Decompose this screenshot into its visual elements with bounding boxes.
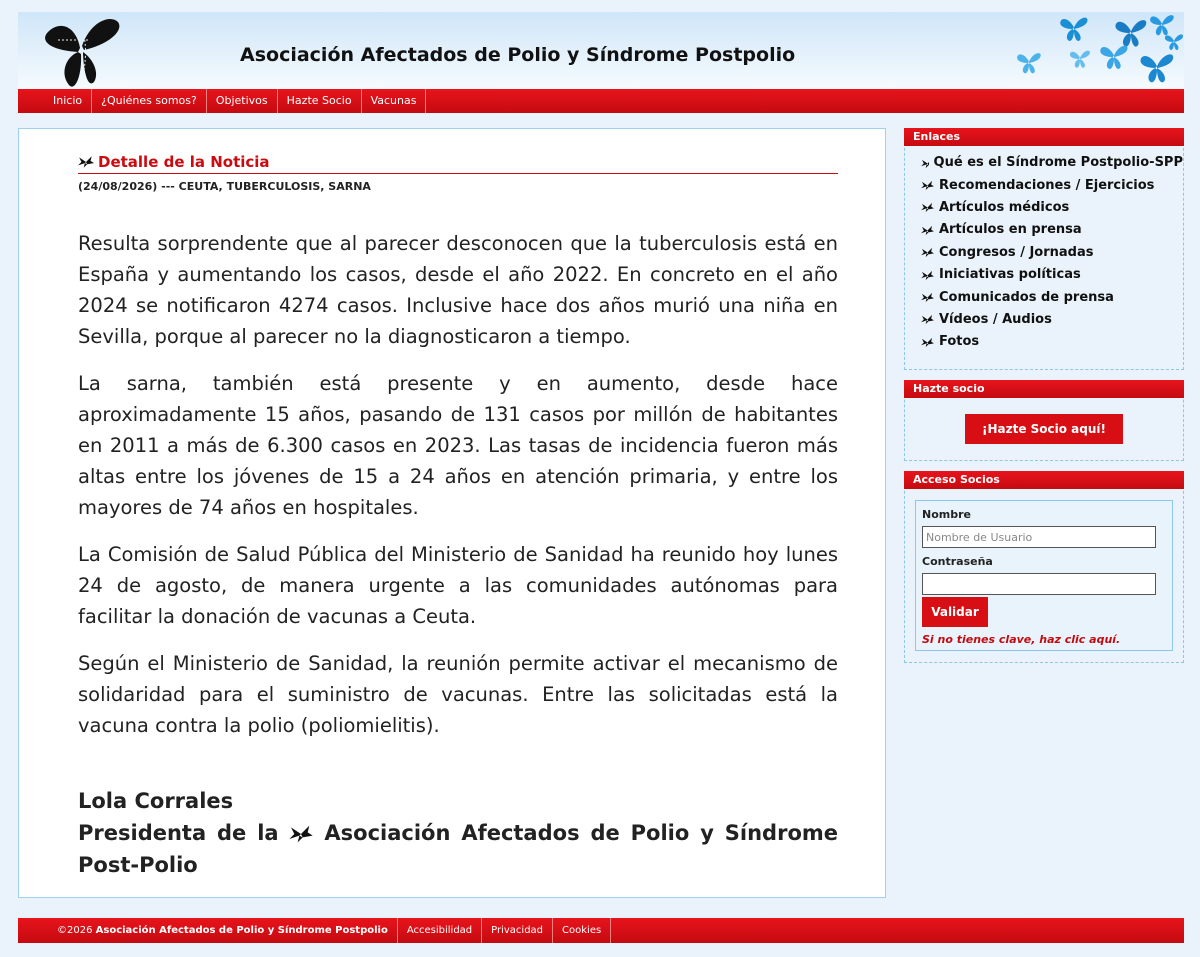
butterfly-bullet-icon (921, 247, 934, 258)
sidebar-link-label: Artículos en prensa (939, 222, 1082, 238)
copyright-year: ©2026 (57, 925, 93, 936)
nav-item-vacunas[interactable]: Vacunas (362, 89, 427, 113)
footer-copyright (48, 918, 398, 943)
sidebar-link-label: Artículos médicos (939, 199, 1070, 215)
signature-role-prefix: Presidenta de la (78, 821, 279, 845)
news-body (78, 228, 838, 741)
hazte-socio-button[interactable]: ¡Hazte Socio aquí! (965, 414, 1123, 444)
signature-role (78, 817, 838, 881)
main-nav (18, 89, 1184, 113)
blue-butterflies-icon (1014, 12, 1184, 89)
sidebar-link[interactable] (921, 174, 1183, 196)
site-title: Asociación Afectados de Polio y Síndrome Postpolio (240, 44, 796, 66)
footer-link-accesibilidad[interactable]: Accesibilidad (398, 918, 482, 943)
sidebar-link-label: Iniciativas políticas (939, 267, 1081, 283)
signature (78, 785, 838, 881)
sidebar-link-label: Recomendaciones / Ejercicios (939, 177, 1155, 193)
news-meta: (24/08/2026) --- CEUTA, TUBERCULOSIS, SARNA (78, 180, 371, 193)
sidebar-link[interactable] (921, 197, 1183, 219)
sidebar-link-label: Qué es el Síndrome Postpolio-SPP (933, 155, 1183, 171)
no-password-link[interactable]: Si no tienes clave, haz clic aquí. (922, 633, 1121, 646)
username-input[interactable] (922, 526, 1156, 548)
sidebar-link[interactable] (921, 152, 1183, 174)
butterfly-bullet-icon (921, 225, 934, 236)
sidebar-link-label: Congresos / Jornadas (939, 244, 1094, 260)
news-paragraph: Resulta sorprendente que al parecer desconocen que la tuberculosis está en España y aumentando los casos, desde el año 2022. En concreto en el año 2024 se notificaron 4274 casos. Inclusive hace dos años murió una niña en Sevilla, porque al parecer no la diagnosticaron a tiempo. (78, 232, 838, 348)
site-header (18, 12, 1184, 89)
butterfly-bullet-icon (921, 180, 934, 191)
butterfly-bullet-icon (921, 292, 934, 303)
login-form (915, 500, 1173, 651)
socio-box-title: Hazte socio (904, 380, 1184, 398)
signature-role-org: Asociación Afectados de Polio y Síndrome Post-Polio (78, 821, 838, 877)
access-box (904, 471, 1184, 663)
socio-box (904, 380, 1184, 461)
nav-item-hazte-socio[interactable]: Hazte Socio (278, 89, 362, 113)
news-heading-text: Detalle de la Noticia (98, 153, 270, 171)
footer-org: Asociación Afectados de Polio y Síndrome Postpolio (95, 925, 388, 936)
butterfly-bullet-icon (78, 155, 94, 169)
password-label: Contraseña (922, 555, 993, 568)
access-box-title: Acceso Socios (904, 471, 1184, 489)
sidebar-link-label: Fotos (939, 334, 980, 350)
links-box (904, 128, 1184, 370)
links-list (905, 146, 1183, 354)
news-paragraph: La sarna, también está presente y en aumento, desde hace aproximadamente 15 años, pasando de 131 casos por millón de habitantes en 2011 a más de 6.300 casos en 2023. Las tasas de incidencia fueron más altas entre los jóvenes de 15 a 24 años en atención primaria, y entre los mayores de 74 años en hospitales. (78, 372, 838, 519)
validar-button[interactable]: Validar (922, 597, 988, 627)
main-content (18, 128, 886, 898)
nav-item-inicio[interactable]: Inicio (44, 89, 92, 113)
butterfly-bullet-icon (921, 314, 934, 325)
footer-link-privacidad[interactable]: Privacidad (482, 918, 553, 943)
links-box-title: Enlaces (904, 128, 1184, 146)
butterfly-bullet-icon (921, 337, 934, 348)
sidebar-link[interactable] (921, 331, 1183, 353)
news-paragraph: La Comisión de Salud Pública del Ministerio de Sanidad ha reunido hoy lunes 24 de agosto, de manera urgente a las comunidades autónomas para facilitar la donación de vacunas a Ceuta. (78, 543, 838, 628)
sidebar-link[interactable] (921, 286, 1183, 308)
butterfly-bullet-icon (921, 158, 929, 169)
signature-name: Lola Corrales (78, 789, 234, 813)
butterfly-logo-icon[interactable] (40, 14, 122, 89)
sidebar-link[interactable] (921, 242, 1183, 264)
butterfly-icon (289, 824, 313, 844)
sidebar-link-label: Vídeos / Audios (939, 311, 1052, 327)
sidebar-link[interactable] (921, 219, 1183, 241)
site-footer (18, 918, 1184, 943)
sidebar-link[interactable] (921, 309, 1183, 331)
sidebar-link[interactable] (921, 264, 1183, 286)
news-heading (78, 153, 838, 174)
sidebar-link-label: Comunicados de prensa (939, 289, 1114, 305)
nav-item-objetivos[interactable]: Objetivos (207, 89, 278, 113)
password-input[interactable] (922, 573, 1156, 595)
news-article (78, 153, 838, 881)
butterfly-bullet-icon (921, 202, 934, 213)
nav-item-quienes-somos[interactable]: ¿Quiénes somos? (92, 89, 207, 113)
news-paragraph: Según el Ministerio de Sanidad, la reunión permite activar el mecanismo de solidaridad para el suministro de vacunas. Entre las solicitadas está la vacuna contra la polio (poliomielitis). (78, 652, 838, 737)
butterfly-bullet-icon (921, 270, 934, 281)
username-label: Nombre (922, 508, 971, 521)
footer-link-cookies[interactable]: Cookies (553, 918, 611, 943)
